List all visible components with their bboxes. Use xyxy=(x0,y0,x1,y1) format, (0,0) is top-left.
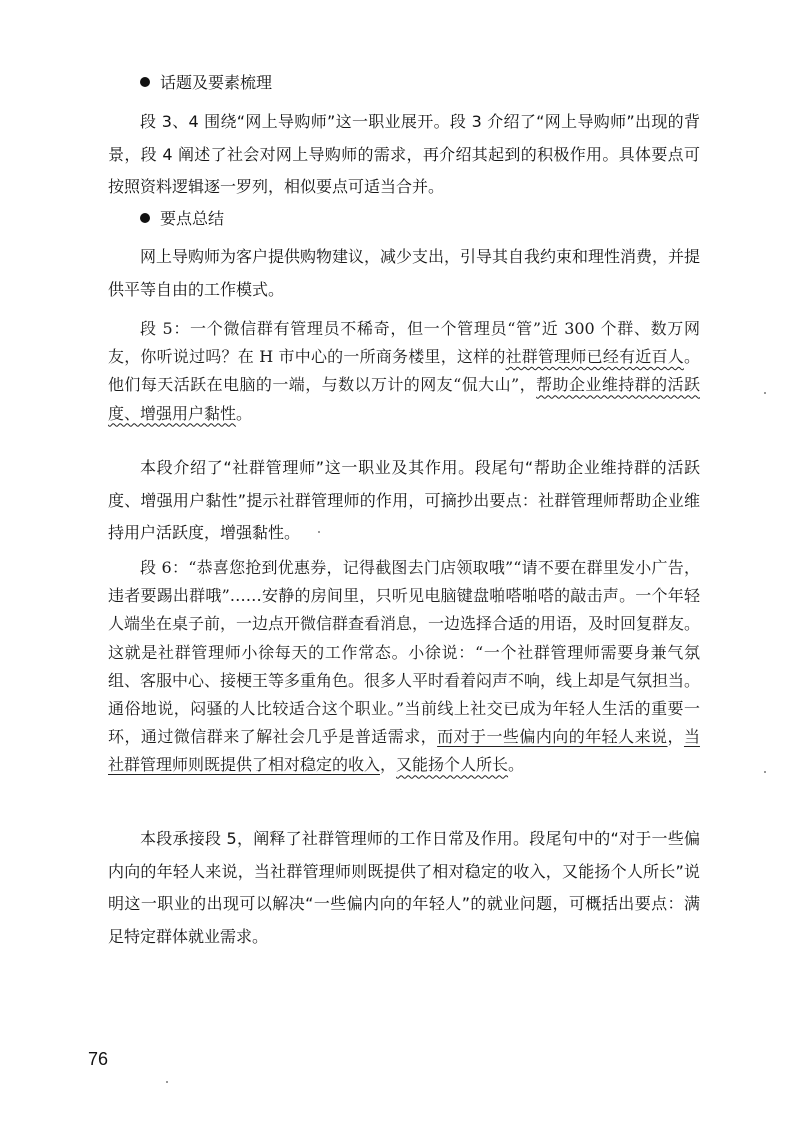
scan-speck xyxy=(318,531,320,533)
excerpt-text: 。 xyxy=(236,403,253,423)
wavy-underlined-text: 又能扬个人所长 xyxy=(396,755,509,775)
section-heading-summary xyxy=(140,209,224,229)
wavy-underlined-text: 帮助企业维持群的活跃度、增强用户黏性 xyxy=(108,375,700,423)
analysis-paragraph-3: 本段介绍了“社群管理师”这一职业及其作用。段尾句“帮助企业维持群的活跃度、增强用户黏性”提示社群管理师的作用，可摘抄出要点：社群管理师帮助企业维持用户活跃度，增强黏性。 xyxy=(108,458,700,542)
excerpt-text: ， xyxy=(667,727,684,747)
heading-text: 要点总结 xyxy=(160,209,225,228)
excerpt-text: 。他们每天活跃在电脑的一端，与数以万计的网友“侃大山”， xyxy=(108,347,700,395)
summary-paragraph: 网上导购师为客户提供购物建议，减少支出，引导其自我约束和理性消费，并提供平等自由的工作模式。 xyxy=(108,247,701,299)
section-heading-topics xyxy=(140,73,272,93)
source-excerpt-paragraph-5 xyxy=(108,315,700,428)
excerpt-text: 段 6：“恭喜您抢到优惠券，记得截图去门店领取哦”“请不要在群里发小广告，违者要踢出群哦”……安静的房间里，只听见电脑键盘啪嗒啪嗒的敲击声。一个年轻人端坐在桌子前，一边点开微信群查看消息，一边选择合适的用语，及时回复群友。这就是社群管理师小徐每天的工作常态。小徐说：“一个社群管理师需要身兼气氛组、客服中心、接梗王等多重角色。很多人平时看着闷声不响，线上却是气氛担当。通俗地说，闷骚的人比较适合这个职业。”当前线上社交已成为年轻人生活的重要一环，通过微信群来了解社会几乎是普适需求， xyxy=(108,558,701,747)
excerpt-text: 。 xyxy=(508,755,525,775)
excerpt-text: ， xyxy=(380,755,397,775)
bullet-icon xyxy=(140,77,150,87)
scan-speck xyxy=(764,771,766,773)
bullet-icon xyxy=(140,213,150,223)
heading-text: 话题及要素梳理 xyxy=(160,73,273,92)
source-excerpt-paragraph-6 xyxy=(108,554,700,780)
analysis-paragraph-1: 段 3、4 围绕“网上导购师”这一职业展开。段 3 介绍了“网上导购师”出现的背景，段 4 阐述了社会对网上导购师的需求，再介绍其起到的积极作用。具体要点可按照资料逻辑逐一罗列，相似要点可适当合并。 xyxy=(108,112,700,196)
excerpt-text: 段 5：一个微信群有管理员不稀奇，但一个管理员“管”近 300 个群、数万网友，你听说过吗？在 H 市中心的一所商务楼里，这样的 xyxy=(108,319,700,367)
scan-speck xyxy=(166,1081,168,1083)
analysis-paragraph-4: 本段承接段 5，阐释了社群管理师的工作日常及作用。段尾句中的“对于一些偏内向的年轻人来说，当社群管理师则既提供了相对稳定的收入，又能扬个人所长”说明这一职业的出现可以解决“一些偏内向的年轻人”的就业问题，可概括出要点：满足特定群体就业需求。 xyxy=(108,829,700,946)
scan-speck xyxy=(764,392,766,394)
page-number: 76 xyxy=(88,1049,109,1069)
underlined-text: 当社群管理师则既提供了相对稳定的收入 xyxy=(108,727,700,775)
wavy-underlined-text: 社群管理师已经有近百人 xyxy=(505,347,684,367)
underlined-text: 而对于一些偏内向的年轻人来说 xyxy=(437,727,668,747)
